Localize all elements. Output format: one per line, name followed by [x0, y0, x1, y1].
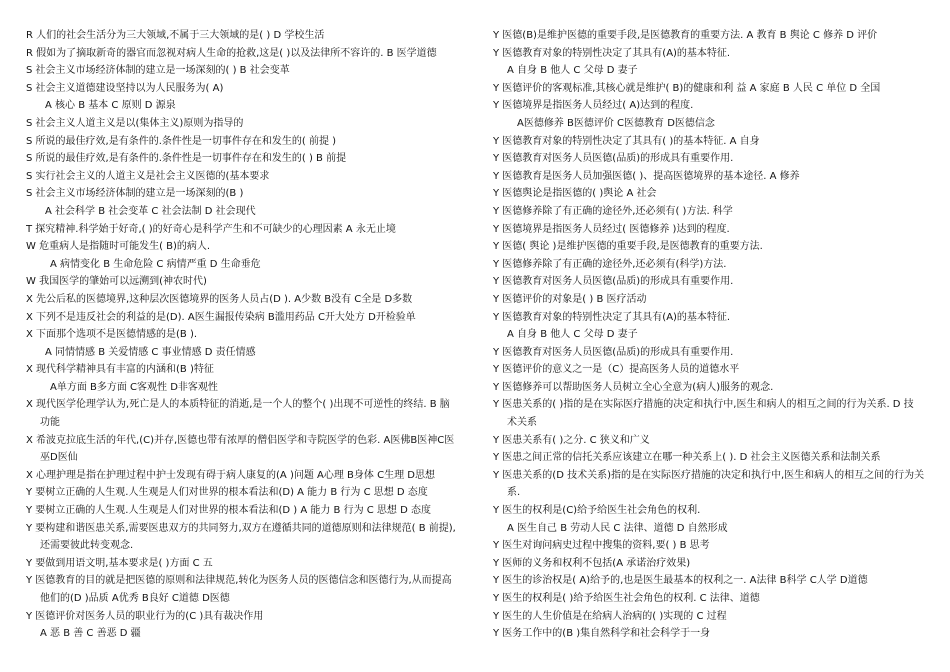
question-continuation-line: 还需要彼此转变观念.	[40, 540, 134, 552]
question-line: Y 医德舆论是指医德的( )舆论 A 社会	[493, 188, 657, 200]
question-line: Y 医德教育的目的就是把医德的原则和法律规范,转化为医务人员的医德信念和医德行为,从而提高	[26, 575, 452, 587]
question-line: W 我国医学的肇始可以远溯到(神农时代)	[26, 276, 207, 288]
question-continuation-line: A医德修养 B医德评价 C医德教育 D医德信念	[517, 117, 715, 129]
question-line: Y 医德修养可以帮助医务人员树立全心全意为(病人)服务的观念.	[493, 381, 774, 393]
question-continuation-line: 巫D医仙	[40, 452, 78, 464]
question-line: Y 医生的诊治权是( A)给予的,也是医生最基本的权利之一. A法律 B科学 C人学 D道德	[493, 575, 868, 587]
question-line: W 危重病人是指随时可能发生( B)的病人.	[26, 241, 211, 253]
question-line: S 社会主义市场经济体制的建立是一场深刻的(B )	[26, 188, 244, 200]
question-line: X 现代科学精神具有丰富的内涵和(B )特征	[26, 364, 214, 376]
question-line: Y 医患关系有( )之分. C 狭义和广义	[493, 434, 650, 446]
question-continuation-line: A 核心 B 基本 C 原则 D 源泉	[45, 100, 176, 112]
question-line: X 下面那个选项不是医德情感的是(B ).	[26, 329, 198, 341]
question-continuation-line: 他们的(D )品质 A优秀 B良好 C道德 D医德	[40, 593, 230, 604]
question-line: Y 医德教育对象的特别性决定了其具有(A)的基本特征.	[493, 311, 731, 323]
question-continuation-line: 术关系	[507, 417, 537, 429]
question-continuation-line: A单方面 B多方面 C客观性 D非客观性	[50, 381, 218, 393]
question-line: Y 医生的权利是(C)给予给医生社会角色的权利.	[493, 505, 701, 517]
question-line: X 希波克拉底生活的年代,(C)并存,医德也带有浓厚的僧侣医学和寺院医学的色彩. A医佛B医神C医	[26, 434, 455, 446]
question-line: Y 要构建和谐医患关系,需要医患双方的共同努力,双方在遵循共同的道德原则和法律规范( B 前提),	[26, 522, 456, 534]
question-line: Y 医德境界是指医务人员经过( 医德修养 )达到的程度.	[493, 223, 730, 235]
question-line: Y 医德评价对医务人员的职业行为的(C )具有裁决作用	[26, 610, 264, 622]
question-line: X 先公后私的医德境界,这种层次医德境界的医务人员占(D ). A少数 B没有 C全是 D多数	[26, 293, 413, 305]
question-continuation-line: A 同情情感 B 关爱情感 C 事业情感 D 责任情感	[45, 346, 256, 358]
question-line: Y 医患关系的( )指的是在实际医疗措施的决定和执行中,医生和病人的相互之间的行为关系. D 技	[493, 399, 914, 411]
question-line: Y 要做到用语文明,基本要求是( )方面 C 五	[26, 557, 213, 569]
question-line: Y 医德评价的客观标准,其核心就是维护( B)的健康和利 益 A 家庭 B 人民 C 单位 D 全国	[493, 82, 881, 94]
question-line: Y 医德修养除了有正确的途径外,还必须有(科学)方法.	[493, 258, 727, 270]
question-line: Y 医德(B)是维护医德的重要手段,是医德教育的重要方法. A 教育 B 舆论 C 修养 D 评价	[493, 30, 878, 41]
question-line: S 所说的最佳疗效,是有条件的.条件性是一切事件存在和发生的( ) B 前提	[26, 153, 347, 165]
question-line: S 社会主义道德建设坚持以为人民服务为( A)	[26, 82, 224, 94]
question-line: S 社会主义市场经济体制的建立是一场深刻的( ) B 社会变革	[26, 65, 290, 77]
question-line: Y 要树立正确的人生观.人生观是人们对世界的根本看法和(D ) A 能力 B 行为 C 思想 D 态度	[26, 505, 431, 517]
right-column	[493, 27, 933, 643]
question-line: Y 医德境界是指医务人员经过( A)达到的程度.	[493, 100, 694, 112]
question-line: Y 医德评价的意义之一是（C）提高医务人员的道德水平	[493, 364, 740, 376]
question-continuation-line: 功能	[40, 417, 60, 429]
question-continuation-line: 系.	[507, 487, 521, 499]
question-line: Y 医患之间正常的信托关系应该建立在哪一种关系上( ). D 社会主义医德关系和法制关系	[493, 452, 881, 464]
question-line: Y 医患关系的(D 技术关系)指的是在实际医疗措施的决定和执行中,医生和病人的相互之间的行为关	[493, 469, 925, 481]
question-line: X 下列不是违反社会的利益的是(D). A医生漏报传染病 B滥用药品 C开大处方 D开检验单	[26, 311, 416, 323]
question-continuation-line: A 社会科学 B 社会变革 C 社会法制 D 社会现代	[45, 205, 256, 217]
question-line: S 实行社会主义的人道主义是社会主义医德的(基本要求	[26, 170, 270, 182]
question-line: T 探究精神.科学始于好奇,( )的好奇心是科学产生和不可缺少的心理因素 A 永无止境	[26, 223, 396, 235]
question-line: Y 医德修养除了有正确的途径外,还必须有( )方法. 科学	[493, 205, 733, 217]
question-line: Y 医生对询问病史过程中搜集的资料,要( ) B 思考	[493, 540, 710, 552]
question-line: Y 医师的义务和权利不包括(A 承诺治疗效果)	[493, 557, 691, 569]
question-line: Y 医德教育是医务人员加强医德( )、提高医德境界的基本途径. A 修养	[493, 170, 800, 182]
question-line: Y 医德教育对象的特别性决定了其具有( )的基本特征. A 自身	[493, 135, 760, 147]
question-line: R 人们的社会生活分为三大领域,不属于三大领域的是( ) D 学校生活	[26, 30, 325, 41]
question-continuation-line: A 病情变化 B 生命危险 C 病情严重 D 生命垂危	[50, 258, 261, 270]
question-line: Y 医德教育对象的特别性决定了其具有(A)的基本特征.	[493, 47, 731, 59]
question-continuation-line: A 医生自己 B 劳动人民 C 法律、道德 D 自然形成	[507, 522, 728, 534]
question-line: Y 医德( 舆论 )是维护医德的重要手段,是医德教育的重要方法.	[493, 241, 763, 253]
question-line: Y 医生的人生价值是在给病人治病的( )实现的 C 过程	[493, 610, 727, 622]
question-line: R 假如为了摘取新奇的器官而忽视对病人生命的抢救,这是( )以及法律所不容许的. B 医学道德	[26, 47, 437, 59]
left-column	[26, 27, 462, 643]
question-continuation-line: A 恶 B 善 C 善恶 D 疆	[40, 628, 141, 640]
question-line: Y 医德教育对医务人员医德(品质)的形成具有重要作用.	[493, 276, 734, 288]
question-line: X 现代医学伦理学认为,死亡是人的本质特征的消逝,是一个人的整个( )出现不可逆性的终结. B 脑	[26, 399, 450, 411]
question-continuation-line: A 自身 B 他人 C 父母 D 妻子	[507, 65, 638, 77]
question-line: Y 医德评价的对象是( ) B 医疗活动	[493, 293, 647, 305]
question-line: X 心理护理是指在护理过程中护士发现有碍于病人康复的(A )问题 A心理 B身体 C生理 D思想	[26, 469, 435, 481]
question-line: Y 医德教育对医务人员医德(品质)的形成具有重要作用.	[493, 346, 734, 358]
question-line: Y 医务工作中的(B )集自然科学和社会科学于一身	[493, 628, 711, 640]
question-line: Y 要树立正确的人生观.人生观是人们对世界的根本看法和(D) A 能力 B 行为 C 思想 D 态度	[26, 487, 428, 499]
question-continuation-line: A 自身 B 他人 C 父母 D 妻子	[507, 329, 638, 341]
question-line: S 所说的最佳疗效,是有条件的.条件性是一切事件存在和发生的( 前提 )	[26, 135, 337, 147]
question-line: S 社会主义人道主义是以(集体主义)原则为指导的	[26, 117, 244, 129]
question-line: Y 医生的权利是( )给予给医生社会角色的权利. C 法律、道德	[493, 593, 760, 604]
question-line: Y 医德教育对医务人员医德(品质)的形成具有重要作用.	[493, 153, 734, 165]
